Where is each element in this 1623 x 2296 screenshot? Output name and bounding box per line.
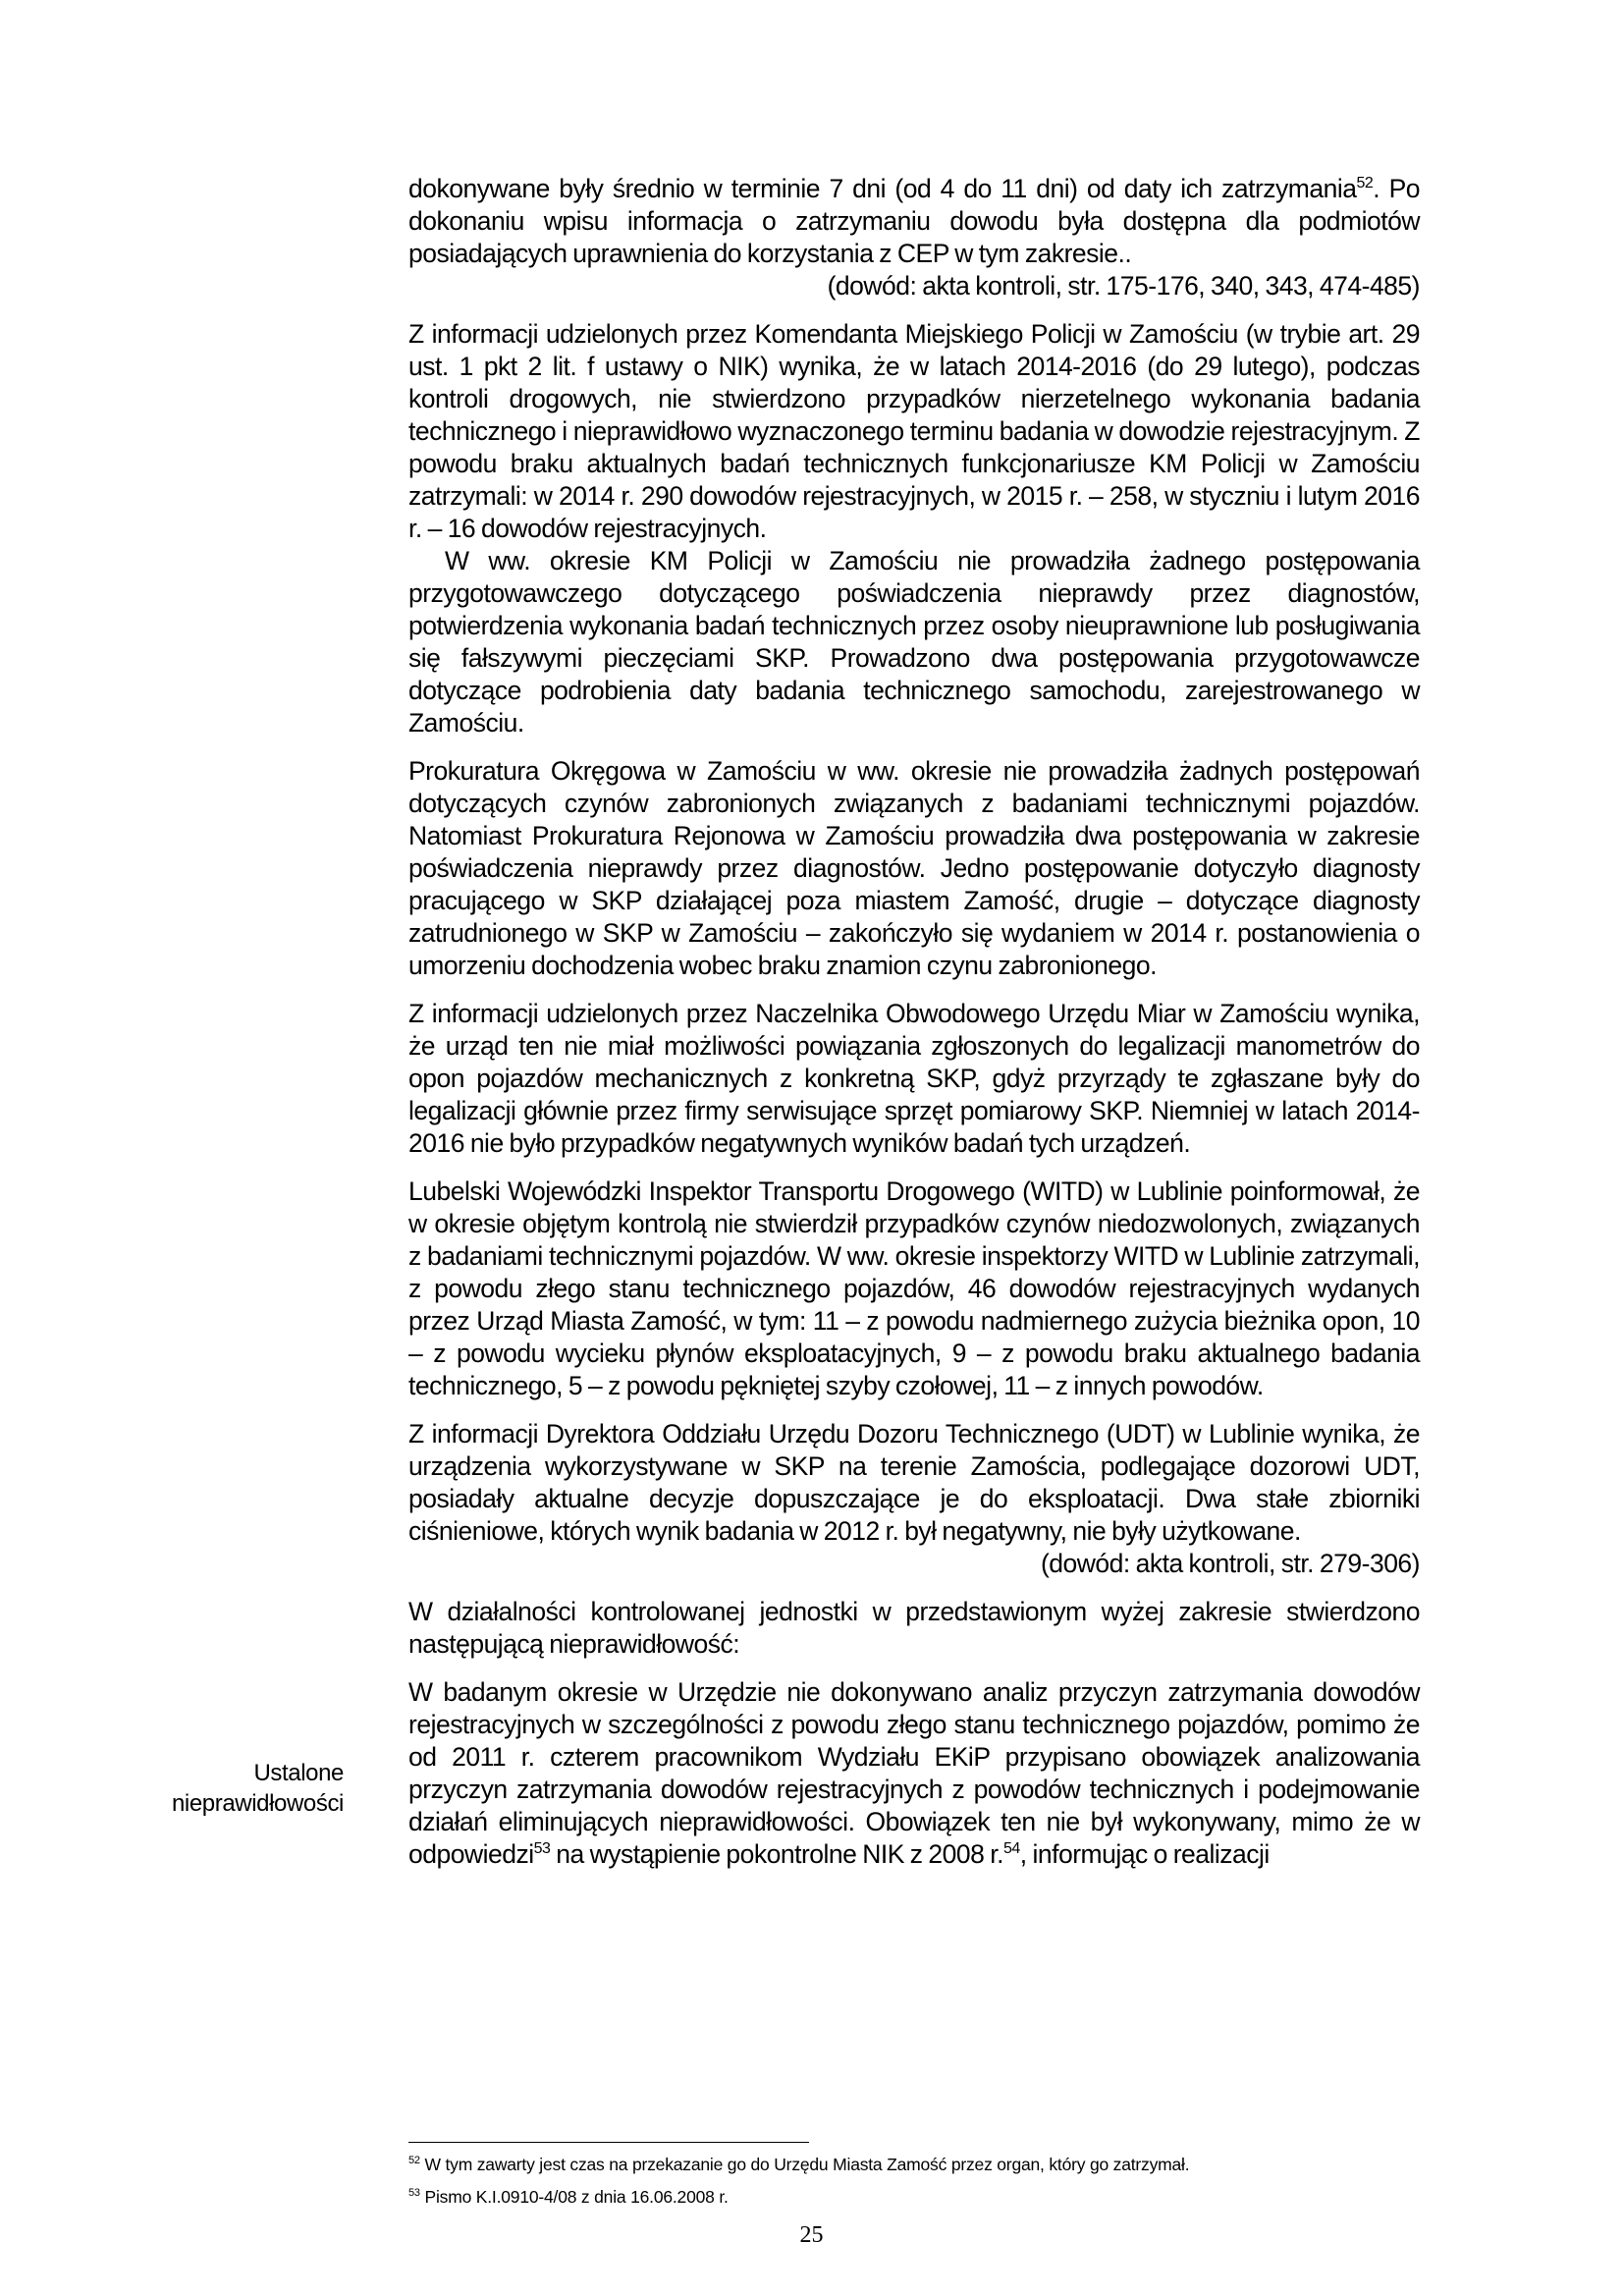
paragraph-measures-office: Z informacji udzielonych przez Naczelnika Obwodowego Urzędu Miar w Zamościu wynika, że urząd ten nie miał możliwości powiązania zgłoszonych do legalizacji manometrów do opon pojazdów mechanicznych z konkretną SKP, gdyż przyrządy te zgłaszane były do legalizacji głównie przez firmy serwisujące sprzęt pomiarowy SKP. Niemniej w latach 2014-2016 nie było przypadków negatywnych wyników badań tych urządzeń.: [408, 999, 1420, 1158]
margin-heading-line: Ustalone: [253, 1760, 344, 1786]
evidence-reference: (dowód: akta kontroli, str. 175-176, 340, 343, 474-485): [827, 271, 1420, 301]
footnote-52: [408, 2153, 1420, 2176]
footnote-ref-53: 53: [533, 1840, 551, 1858]
page-number: 25: [799, 2222, 824, 2248]
footnote-text: Pismo K.I.0910-4/08 z dnia 16.06.2008 r.: [424, 2187, 729, 2207]
footnote-number: 52: [408, 2155, 420, 2167]
paragraph-text: Po dokonaniu wpisu informacja o zatrzymaniu dowodu była dostępna dla podmiotów posiadających uprawnienia do korzystania z CEP w tym zakresie..: [408, 174, 1420, 268]
footnote-ref-54: 54: [1002, 1840, 1020, 1858]
paragraph-irregularity-intro: W działalności kontrolowanej jednostki w przedstawionym wyżej zakresie stwierdzono następującą nieprawidłowość:: [408, 1597, 1420, 1659]
main-text-column: [408, 173, 1420, 1871]
paragraph-text: , informując o realizacji: [1019, 1839, 1270, 1869]
paragraph-police-proceedings: W ww. okresie KM Policji w Zamościu nie prowadziła żadnego postępowania przygotowawczego dotyczącego poświadczenia nieprawdy przez diagnostów, potwierdzenia wykonania badań technicznych przez osoby nieuprawnione lub posługiwania się fałszywymi pieczęciami SKP. Prowadzono dwa postępowania przygotowawcze dotyczące podrobienia daty badania technicznego samochodu, zarejestrowanego w Zamościu.: [408, 546, 1420, 738]
paragraph-text: na wystąpienie pokontrolne NIK z 2008 r.: [550, 1839, 1003, 1869]
margin-heading: [167, 1758, 344, 1819]
footnotes: [408, 2153, 1420, 2217]
paragraph-text: W badanym okresie w Urzędzie nie dokonywano analiz przyczyn zatrzymania dowodów rejestracyjnych w szczególności z powodu złego stanu technicznego pojazdów, pomimo że od 2011 r. czterem pracownikom Wydziału EKiP przypisano obowiązek analizowania przyczyn zatrzymania dowodów rejestracyjnych z powodów technicznych i podejmowanie działań eliminujących nieprawidłowości. Obowiązek ten nie był wykonywany, mimo że w odpowiedzi: [408, 1677, 1420, 1869]
paragraph-witd: Lubelski Wojewódzki Inspektor Transportu Drogowego (WITD) w Lublinie poinformował, że w okresie objętym kontrolą nie stwierdził przypadków czynów niedozwolonych, związanych z badaniami technicznymi pojazdów. W ww. okresie inspektorzy WITD w Lublinie zatrzymali, z powodu złego stanu technicznego pojazdów, 46 dowodów rejestracyjnych wydanych przez Urząd Miasta Zamość, w tym: 11 – z powodu nadmiernego zużycia bieżnika opon, 10 – z powodu wycieku płynów eksploatacyjnych, 9 – z powodu braku aktualnego badania technicznego, 5 – z powodu pękniętej szyby czołowej, 11 – z innych powodów.: [408, 1176, 1420, 1400]
footnote-ref-52: 52: [1356, 175, 1374, 192]
footnote-53: [408, 2185, 1420, 2209]
paragraph-police-info: Z informacji udzielonych przez Komendanta Miejskiego Policji w Zamościu (w trybie art. 29 ust. 1 pkt 2 lit. f ustawy o NIK) wynika, że w latach 2014-2016 (do 29 lutego), podczas kontroli drogowych, nie stwierdzono przypadków nierzetelnego wykonania badania technicznego i nieprawidłowo wyznaczonego terminu badania w dowodzie rejestracyjnym. Z powodu braku aktualnych badań technicznych funkcjonariusze KM Policji w Zamościu zatrzymali: w 2014 r. 290 dowodów rejestracyjnych, w 2015 r. – 258, w styczniu i lutym 2016 r. – 16 dowodów rejestracyjnych.: [408, 319, 1420, 543]
footnote-text: W tym zawarty jest czas na przekazanie go do Urzędu Miasta Zamość przez organ, który go zatrzymał.: [424, 2155, 1190, 2174]
paragraph-irregularity-detail: [408, 1676, 1420, 1871]
footnote-number: 53: [408, 2187, 420, 2200]
paragraph-udt: Z informacji Dyrektora Oddziału Urzędu Dozoru Technicznego (UDT) w Lublinie wynika, że urządzenia wykorzystywane w SKP na terenie Zamościa, podlegające dozorowi UDT, posiadały aktualne decyzje dopuszczające je do eksploatacji. Dwa stałe zbiorniki ciśnieniowe, których wynik badania w 2012 r. był negatywny, nie były użytkowane.: [408, 1419, 1420, 1546]
paragraph-detention-timing: dokonywane były średnio w terminie 7 dni (od 4 do 11 dni) od daty ich zatrzymania$^{52}$. Po dokonaniu wpisu informacja o zatrzymaniu dowodu była dostępna dla podmiotów posiadających uprawnienia do korzystania z CEP w tym zakresie..: [408, 174, 1420, 268]
footnote-separator: [408, 2142, 809, 2143]
evidence-reference: (dowód: akta kontroli, str. 279-306): [1040, 1549, 1420, 1578]
paragraph-text: dokonywane były średnio w terminie 7 dni (od 4 do 11 dni) od daty ich zatrzymania: [408, 174, 1357, 203]
paragraph-prosecution: Prokuratura Okręgowa w Zamościu w ww. okresie nie prowadziła żadnych postępowań dotyczących czynów zabronionych związanych z badaniami technicznymi pojazdów. Natomiast Prokuratura Rejonowa w Zamościu prowadziła dwa postępowania w zakresie poświadczenia nieprawdy przez diagnostów. Jedno postępowanie dotyczyło diagnosty pracującego w SKP działającej poza miastem Zamość, drugie – dotyczące diagnosty zatrudnionego w SKP w Zamościu – zakończyło się wydaniem w 2014 r. postanowienia o umorzeniu dochodzenia wobec braku znamion czynu zabronionego.: [408, 756, 1420, 980]
margin-heading-line: nieprawidłowości: [171, 1790, 344, 1817]
